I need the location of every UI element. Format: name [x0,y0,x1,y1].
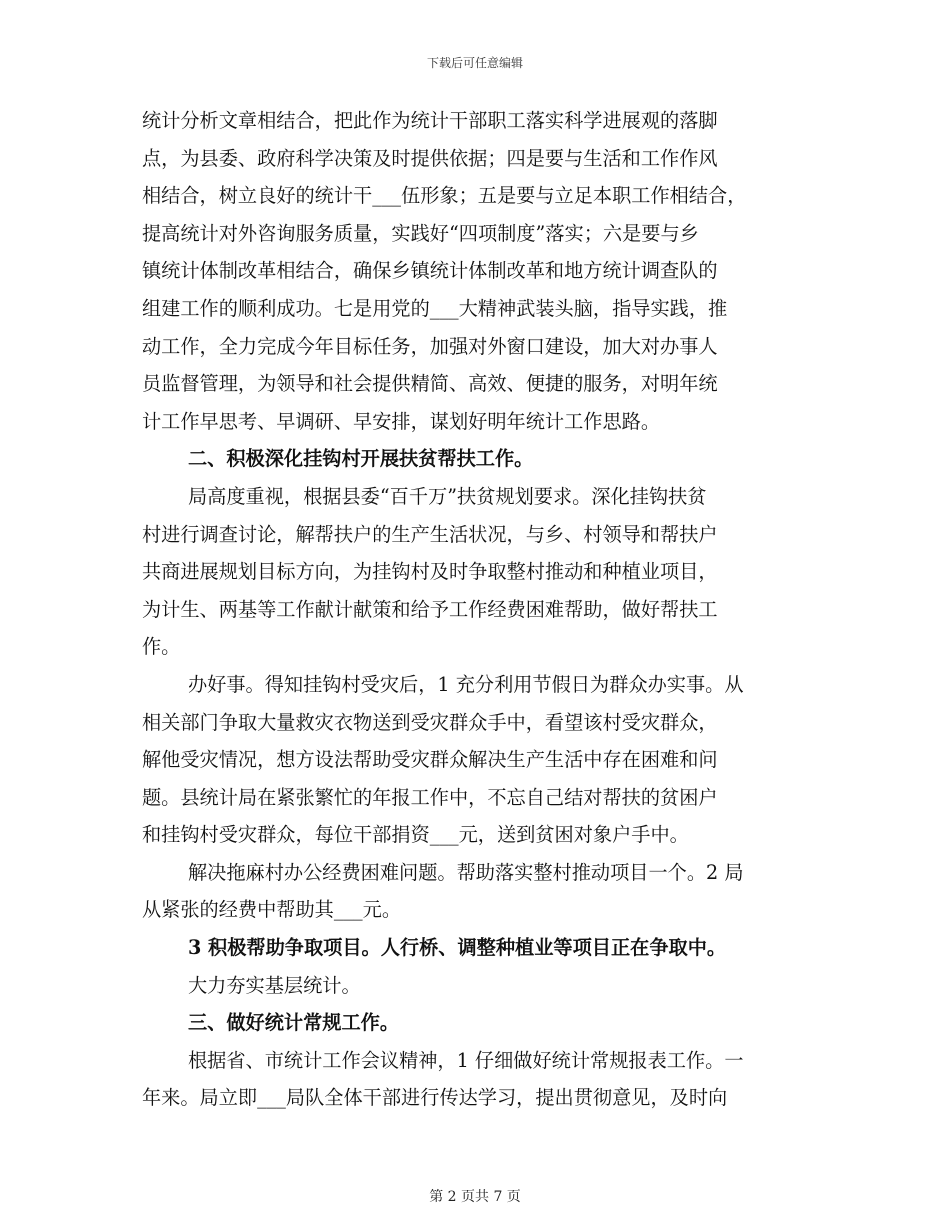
text-line: 和挂钩村受灾群众，每位干部捐资___元，送到贫困对象户手中。 [142,823,689,847]
page-footer: 第 2 页共 7 页 [429,1189,521,1205]
text-line: 大力夯实基层统计。 [188,973,361,997]
text-line: 点，为县委、政府科学决策及时提供依据；四是要与生活和工作作风 [142,146,718,170]
text-line: 镇统计体制改革相结合，确保乡镇统计体制改革和地方统计调查队的 [142,259,718,283]
text-line: 员监督管理，为领导和社会提供精简、高效、便捷的服务，对明年统 [142,372,718,396]
text-line: 作。 [142,635,181,659]
text-line: 从紧张的经费中帮助其___元。 [142,898,402,922]
text-line: 解他受灾情况，想方设法帮助受灾群众解决生产生活中存在困难和问 [142,748,718,772]
document-body [142,102,814,1117]
text-line: 相关部门争取大量救灾衣物送到受灾群众手中，看望该村受灾群众， [142,710,718,734]
text-line: 计工作早思考、早调研、早安排，谋划好明年统计工作思路。 [142,409,661,433]
text-line: 组建工作的顺利成功。七是用党的___大精神武装头脑，指导实践，推 [142,296,728,320]
text-line: 统计分析文章相结合，把此作为统计干部职工落实科学进展观的落脚 [142,109,718,132]
text-line: 根据省、市统计工作会议精神，1 仔细做好统计常规报表工作。一 [188,1048,744,1072]
text-line: 动工作，全力完成今年目标任务，加强对外窗口建设，加大对办事人 [142,334,718,358]
text-line: 村进行调查讨论，解帮扶户的生产生活状况，与乡、村领导和帮扶户 [142,522,718,546]
section-heading-line: 3 积极帮助争取项目。人行桥、调整种植业等项目正在争取中。 [188,936,727,960]
text-line: 提高统计对外咨询服务质量，实践好“四项制度”落实；六是要与乡 [142,221,699,245]
text-line: 办好事。得知挂钩村受灾后，1 充分利用节假日为群众办实事。从 [188,672,744,696]
text-line: 题。县统计局在紧张繁忙的年报工作中，不忘自己结对帮扶的贫困户 [142,785,718,809]
text-line: 为计生、两基等工作献计献策和给予工作经费困难帮助，做好帮扶工 [142,597,718,621]
section-heading-line: 二、积极深化挂钩村开展扶贫帮扶工作。 [188,447,534,471]
text-line: 解决拖麻村办公经费困难问题。帮助落实整村推动项目一个。2 局 [188,860,744,884]
section-heading-line: 三、做好统计常规工作。 [188,1011,400,1035]
text-line: 年来。局立即___局队全体干部进行传达学习，提出贯彻意见，及时向 [142,1086,728,1110]
text-line: 相结合，树立良好的统计干___伍形象；五是要与立足本职工作相结合， [142,184,747,208]
text-line: 共商进展规划目标方向，为挂钩村及时争取整村推动和种植业项目， [142,560,718,584]
page-header: 下载后可任意编辑 [426,56,523,70]
text-line: 局高度重视，根据县委“百千万”扶贫规划要求。深化挂钩扶贫 [188,484,707,508]
